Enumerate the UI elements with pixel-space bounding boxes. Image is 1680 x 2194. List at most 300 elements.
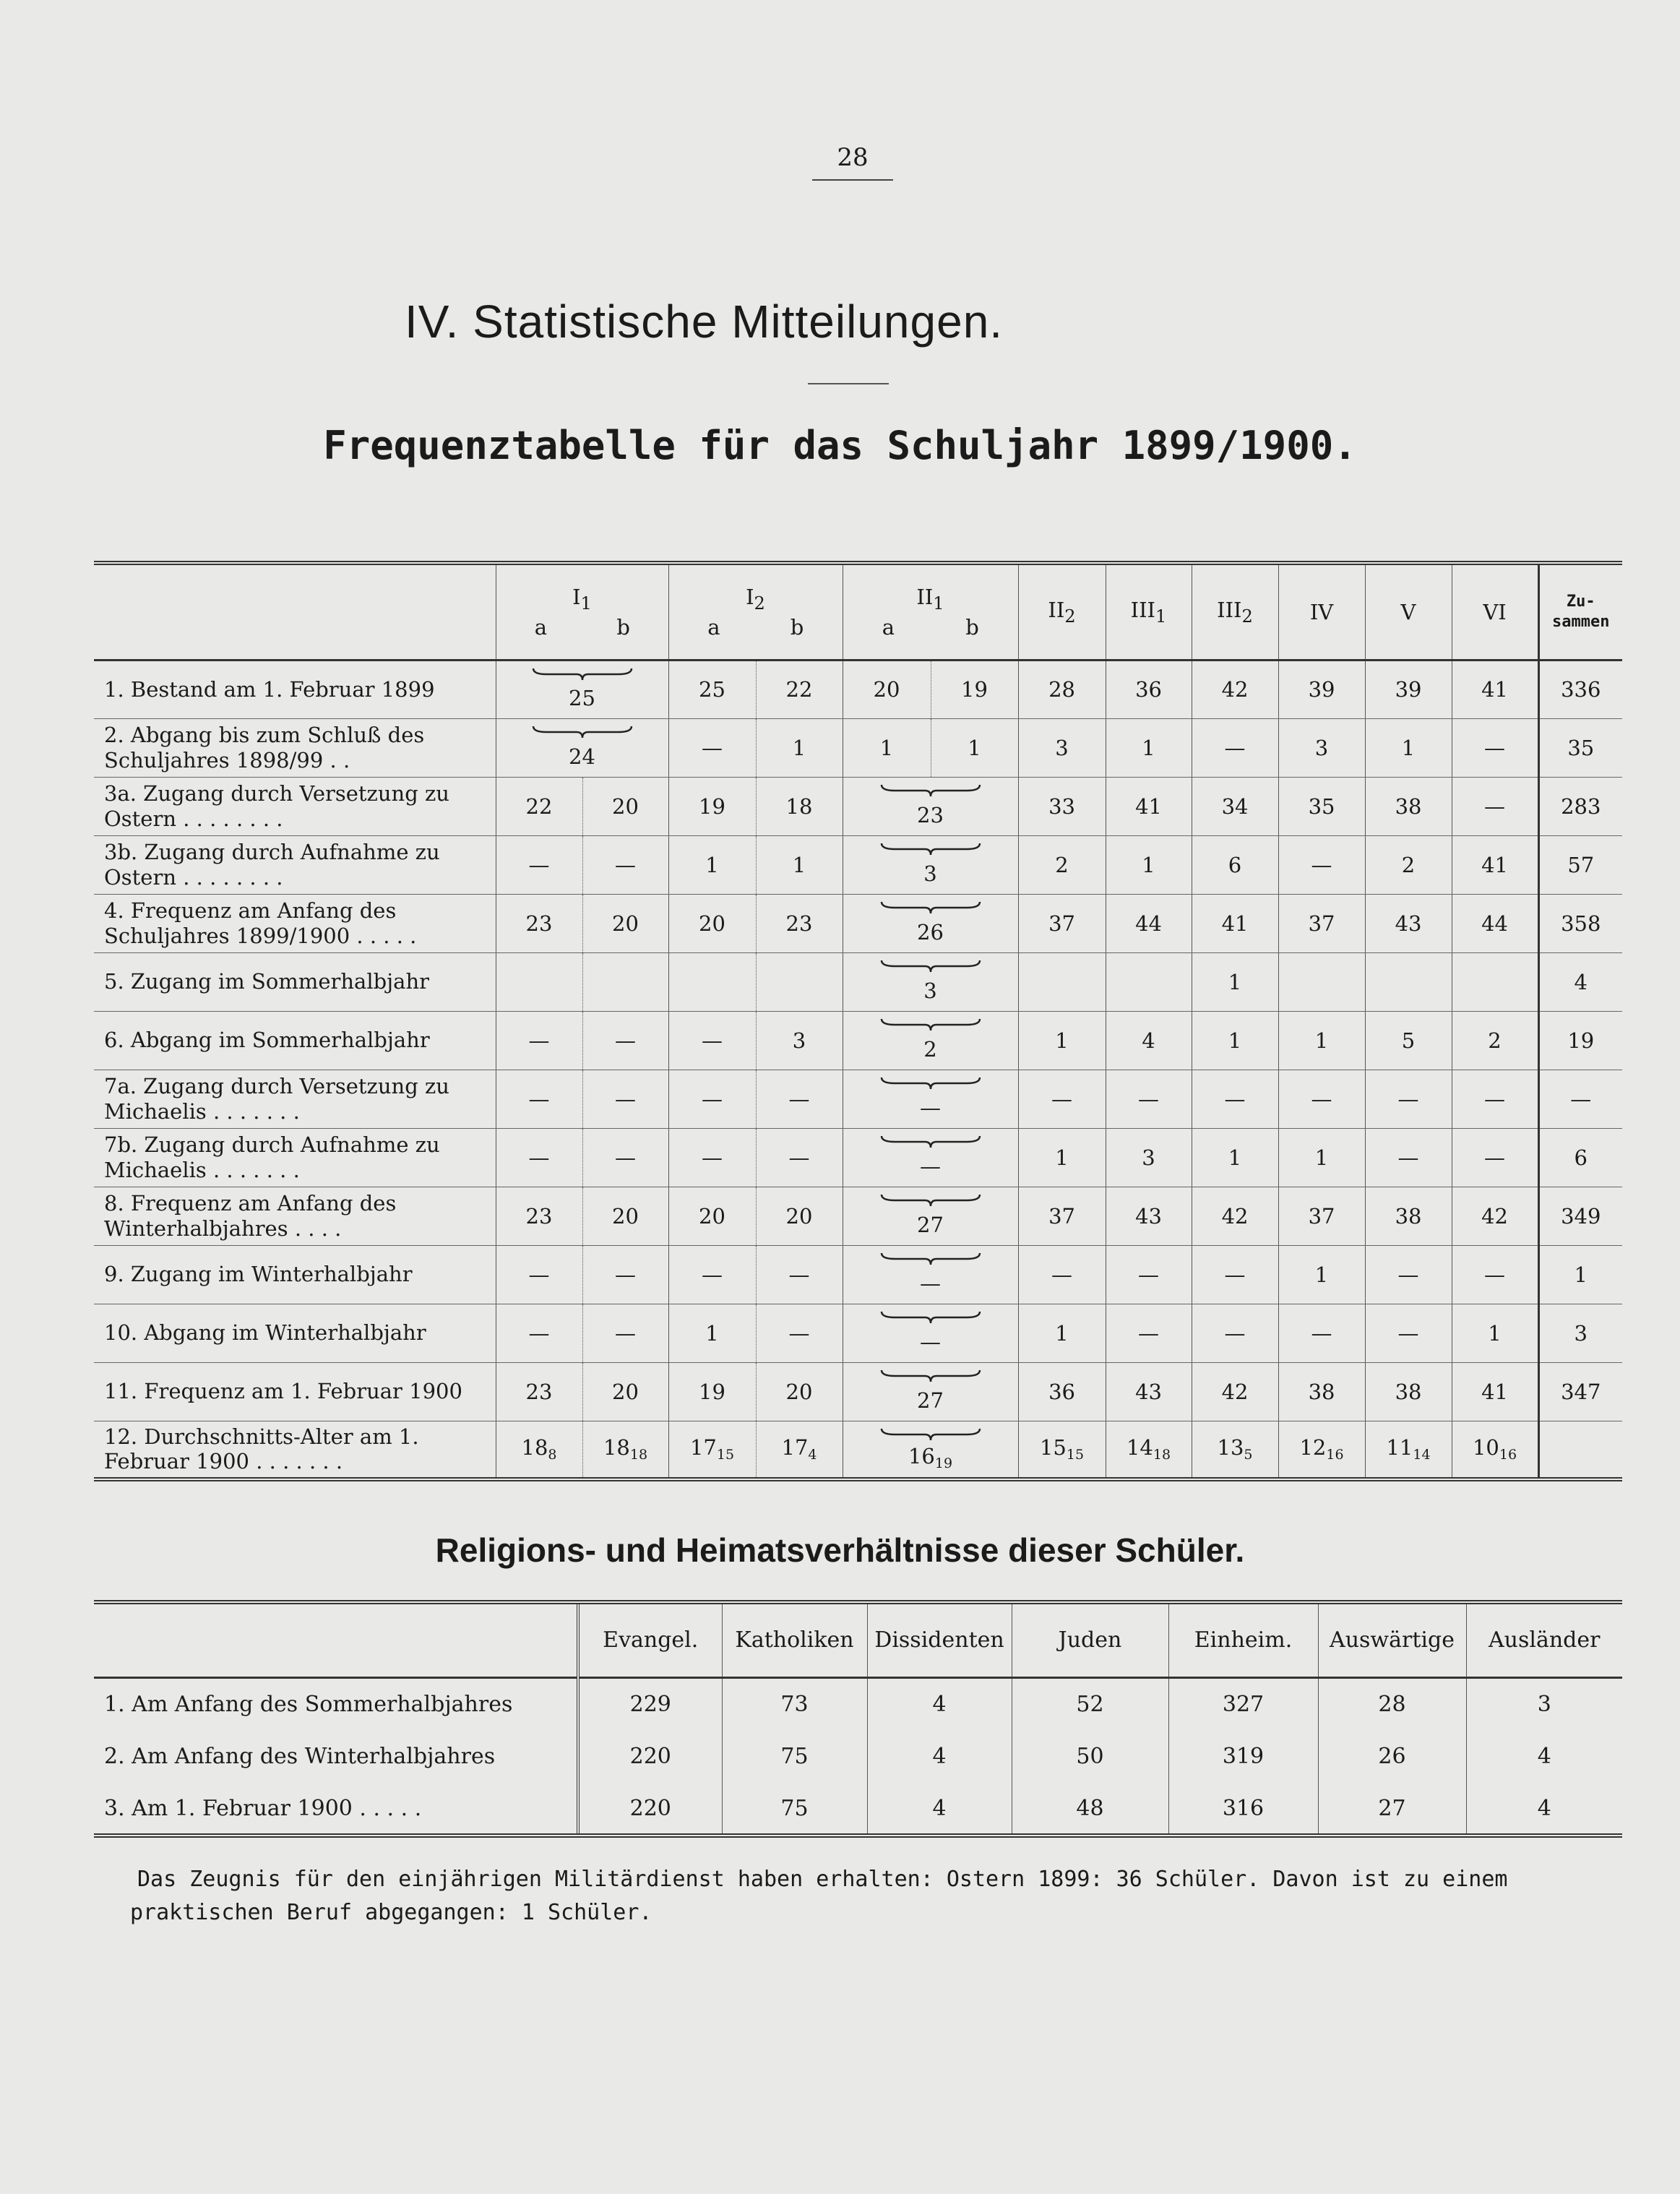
cell-value: 1 — [756, 718, 843, 777]
cell-value — [582, 1421, 668, 1479]
cell-value: 1 — [1018, 1128, 1106, 1187]
row-label: 8. Frequenz am Anfang des Winterhalbjahres . . . . — [94, 1187, 496, 1245]
table-row — [94, 1783, 1622, 1836]
class-header-iii1: $III_1$ — [1106, 563, 1192, 660]
merge-brace — [880, 958, 981, 973]
cell-value — [1278, 952, 1365, 1011]
cell-value: — — [1452, 777, 1538, 835]
cell-value: — — [1278, 835, 1365, 894]
class-header-vi: VI — [1452, 563, 1538, 660]
cell-value: 26 — [917, 919, 944, 945]
merged-cell — [496, 660, 668, 718]
title-rule — [808, 383, 889, 384]
merged-cell — [843, 1070, 1018, 1128]
table-row — [94, 952, 1622, 1011]
cell-value: 20 — [582, 777, 668, 835]
cell-value: 23 — [496, 894, 582, 952]
cell-value: 20 — [582, 1362, 668, 1421]
merged-cell — [843, 1362, 1018, 1421]
row-label: 11. Frequenz am 1. Februar 1900 — [94, 1362, 496, 1421]
cell-value: — — [496, 1011, 582, 1070]
row-total — [1538, 1421, 1622, 1479]
cell-value: 319 — [1168, 1730, 1318, 1783]
footnote-line-2: praktischen Beruf abgegangen: 1 Schüler. — [130, 1900, 652, 1925]
age-fraction: 4 — [808, 1447, 817, 1463]
age-years: 13 — [1217, 1435, 1244, 1460]
cell-value: 28 — [1018, 660, 1106, 718]
cell-value: 1 — [756, 835, 843, 894]
merged-cell — [843, 1128, 1018, 1187]
cell-value: 229 — [578, 1677, 722, 1730]
cell-value: 27 — [917, 1388, 944, 1413]
table-row — [94, 894, 1622, 952]
cell-value: 24 — [569, 744, 595, 769]
cell-value: — — [756, 1070, 843, 1128]
cell-value: — — [1452, 718, 1538, 777]
age-years: 14 — [1126, 1435, 1153, 1460]
row-label: 2. Abgang bis zum Schluß des Schuljahres 1898/99 . . — [94, 718, 496, 777]
cell-value: — — [1365, 1245, 1452, 1304]
cell-value: 41 — [1452, 660, 1538, 718]
cell-value: 19 — [931, 660, 1018, 718]
merge-brace — [880, 840, 981, 856]
class-header-v: V — [1365, 563, 1452, 660]
subclass-b: b — [790, 614, 804, 640]
cell-value: — — [920, 1270, 941, 1296]
cell-value: 18 — [756, 777, 843, 835]
age-fraction: 14 — [1413, 1447, 1431, 1463]
cell-value: 3 — [1106, 1128, 1192, 1187]
cell-value: 316 — [1168, 1783, 1318, 1836]
cell-value: — — [1192, 718, 1278, 777]
cell-value: — — [668, 1245, 756, 1304]
subclass-b: b — [616, 614, 630, 640]
cell-value: — — [668, 1128, 756, 1187]
cell-value: — — [1365, 1128, 1452, 1187]
cell-value: — — [496, 835, 582, 894]
merged-cell — [843, 1304, 1018, 1362]
cell-value: 19 — [668, 1362, 756, 1421]
cell-value: — — [1278, 1304, 1365, 1362]
merged-cell — [843, 777, 1018, 835]
cell-value: — — [582, 1304, 668, 1362]
cell-value: 38 — [1365, 777, 1452, 835]
row-total: — — [1538, 1070, 1622, 1128]
cell-value: 35 — [1278, 777, 1365, 835]
merge-brace — [880, 1192, 981, 1208]
cell-value: — — [1192, 1245, 1278, 1304]
cell-value — [756, 952, 843, 1011]
cell-value: 1 — [1192, 1011, 1278, 1070]
cell-value: 20 — [582, 894, 668, 952]
cell-value — [1365, 952, 1452, 1011]
cell-value: — — [582, 1011, 668, 1070]
table-row — [94, 1245, 1622, 1304]
cell-value: — — [496, 1304, 582, 1362]
religion-label-header — [94, 1602, 578, 1677]
cell-value: — — [668, 1011, 756, 1070]
age-years: 15 — [1039, 1435, 1067, 1460]
table-row — [94, 1730, 1622, 1783]
cell-value: 220 — [578, 1730, 722, 1783]
cell-value: — — [1365, 1070, 1452, 1128]
class-header-iii2: $III_2$ — [1192, 563, 1278, 660]
cell-value: — — [1018, 1070, 1106, 1128]
cell-value: 23 — [496, 1362, 582, 1421]
cell-value: 36 — [1106, 660, 1192, 718]
age-years: 16 — [908, 1444, 935, 1469]
row-label: 3b. Zugang durch Aufnahme zu Ostern . . . . . . . . — [94, 835, 496, 894]
cell-value: 3 — [756, 1011, 843, 1070]
cell-value: 220 — [578, 1783, 722, 1836]
row-total: 358 — [1538, 894, 1622, 952]
cell-value: 1 — [1365, 718, 1452, 777]
merge-brace — [880, 1309, 981, 1325]
cell-value: — — [582, 1245, 668, 1304]
cell-value: 25 — [569, 686, 595, 710]
merge-brace — [880, 1016, 981, 1032]
row-total: 19 — [1538, 1011, 1622, 1070]
row-label: 7b. Zugang durch Aufnahme zu Michaelis . . . . . . . — [94, 1128, 496, 1187]
age-fraction: 15 — [716, 1447, 735, 1463]
cell-value — [1365, 1421, 1452, 1479]
merged-cell — [843, 952, 1018, 1011]
cell-value: 1 — [1278, 1011, 1365, 1070]
row-total: 283 — [1538, 777, 1622, 835]
age-fraction: 5 — [1244, 1447, 1253, 1463]
cell-value — [908, 1444, 952, 1471]
cell-value: 75 — [722, 1730, 867, 1783]
cell-value: 4 — [1466, 1783, 1622, 1836]
cell-value — [582, 952, 668, 1011]
row-label: 5. Zugang im Sommerhalbjahr — [94, 952, 496, 1011]
row-label: 9. Zugang im Winterhalbjahr — [94, 1245, 496, 1304]
cell-value: — — [920, 1095, 941, 1120]
cell-value: 1 — [668, 1304, 756, 1362]
merged-cell — [843, 1011, 1018, 1070]
merged-cell — [843, 1187, 1018, 1245]
religion-header: Dissidenten — [867, 1602, 1012, 1677]
cell-value: 23 — [756, 894, 843, 952]
cell-value: 37 — [1018, 1187, 1106, 1245]
cell-value: 1 — [843, 718, 931, 777]
cell-value: — — [1452, 1128, 1538, 1187]
religion-header: Auswärtige — [1318, 1602, 1466, 1677]
cell-value: 20 — [582, 1187, 668, 1245]
subclass-b: b — [965, 614, 979, 640]
cell-value: 1 — [1278, 1128, 1365, 1187]
cell-value: 5 — [1365, 1011, 1452, 1070]
merge-brace — [880, 1075, 981, 1090]
frequency-table — [94, 561, 1622, 1481]
cell-value: 4 — [867, 1730, 1012, 1783]
age-fraction: 8 — [548, 1447, 557, 1463]
merge-brace — [532, 666, 633, 681]
cell-value — [1018, 952, 1106, 1011]
merge-brace — [880, 782, 981, 798]
merge-brace — [880, 1133, 981, 1149]
cell-value: 44 — [1106, 894, 1192, 952]
cell-value: 327 — [1168, 1677, 1318, 1730]
cell-value: 6 — [1192, 835, 1278, 894]
merge-brace — [880, 1250, 981, 1266]
frequency-table-title: Frequenztabelle für das Schuljahr 1899/1900. — [323, 423, 1357, 468]
merged-cell — [843, 1421, 1018, 1479]
row-total: 347 — [1538, 1362, 1622, 1421]
row-total: 3 — [1538, 1304, 1622, 1362]
cell-value: 3 — [1278, 718, 1365, 777]
merge-brace — [880, 1367, 981, 1383]
row-total: 336 — [1538, 660, 1622, 718]
cell-value: 41 — [1192, 894, 1278, 952]
cell-value: — — [1365, 1304, 1452, 1362]
cell-value: 33 — [1018, 777, 1106, 835]
cell-value: 20 — [668, 1187, 756, 1245]
age-years: 10 — [1472, 1435, 1499, 1460]
cell-value: 2 — [1018, 835, 1106, 894]
row-total: 4 — [1538, 952, 1622, 1011]
age-years: 17 — [781, 1435, 809, 1460]
age-years: 12 — [1299, 1435, 1327, 1460]
row-label: 7a. Zugang durch Versetzung zu Michaelis . . . . . . . — [94, 1070, 496, 1128]
cell-value — [1452, 952, 1538, 1011]
cell-value: 28 — [1318, 1677, 1466, 1730]
cell-value: 3 — [923, 978, 937, 1003]
class-header-i2: $I_2$ a b — [668, 563, 843, 660]
cell-value: — — [582, 1070, 668, 1128]
cell-value: 4 — [867, 1783, 1012, 1836]
cell-value: 20 — [756, 1362, 843, 1421]
table-row — [94, 1304, 1622, 1362]
cell-value: 22 — [756, 660, 843, 718]
row-total: 1 — [1538, 1245, 1622, 1304]
cell-value: 38 — [1365, 1362, 1452, 1421]
merged-cell — [496, 718, 668, 777]
table-row — [94, 835, 1622, 894]
cell-value: 27 — [1318, 1783, 1466, 1836]
subclass-a: a — [707, 614, 720, 640]
merged-cell — [843, 894, 1018, 952]
cell-value: — — [1192, 1304, 1278, 1362]
cell-value: — — [756, 1128, 843, 1187]
page-number: 28 — [837, 143, 869, 172]
religion-table-title: Religions- und Heimatsverhältnisse dieser Schüler. — [435, 1531, 1245, 1569]
age-years: 18 — [603, 1435, 630, 1460]
cell-value: 4 — [1466, 1730, 1622, 1783]
footnote-line-1: Das Zeugnis für den einjährigen Militärdienst haben erhalten: Ostern 1899: 36 Schüler. Davon ist zu einem — [137, 1867, 1508, 1892]
cell-value: 1 — [1106, 718, 1192, 777]
row-total: 349 — [1538, 1187, 1622, 1245]
cell-value — [1278, 1421, 1365, 1479]
class-header-ii2: $II_2$ — [1018, 563, 1106, 660]
table-row — [94, 660, 1622, 718]
cell-value: 27 — [917, 1212, 944, 1237]
subclass-a: a — [882, 614, 895, 640]
class-header-iv: IV — [1278, 563, 1365, 660]
age-fraction: 19 — [934, 1455, 953, 1472]
cell-value — [1106, 952, 1192, 1011]
row-label-header — [94, 563, 496, 660]
cell-value: 3 — [1466, 1677, 1622, 1730]
row-label: 12. Durchschnitts-Alter am 1. Februar 1900 . . . . . . . — [94, 1421, 496, 1479]
cell-value: — — [1452, 1245, 1538, 1304]
cell-value: — — [1018, 1245, 1106, 1304]
cell-value: 42 — [1192, 660, 1278, 718]
cell-value: 37 — [1278, 894, 1365, 952]
cell-value: 1 — [1018, 1011, 1106, 1070]
cell-value: — — [496, 1245, 582, 1304]
cell-value: 34 — [1192, 777, 1278, 835]
cell-value: — — [582, 1128, 668, 1187]
age-years: 18 — [521, 1435, 548, 1460]
merged-cell — [843, 1245, 1018, 1304]
cell-value: 2 — [923, 1036, 937, 1062]
cell-value: 3 — [1018, 718, 1106, 777]
cell-value: 42 — [1192, 1187, 1278, 1245]
cell-value: 1 — [1278, 1245, 1365, 1304]
cell-value: 52 — [1012, 1677, 1168, 1730]
merge-brace — [532, 723, 633, 739]
age-fraction: 15 — [1066, 1447, 1085, 1463]
cell-value: 44 — [1452, 894, 1538, 952]
religion-header: Juden — [1012, 1602, 1168, 1677]
cell-value — [1192, 1421, 1278, 1479]
cell-value: — — [1106, 1245, 1192, 1304]
cell-value: — — [496, 1128, 582, 1187]
cell-value — [668, 1421, 756, 1479]
footnote — [130, 1863, 1590, 1930]
age-fraction: 16 — [1499, 1447, 1517, 1463]
table-row — [94, 1011, 1622, 1070]
cell-value: 37 — [1018, 894, 1106, 952]
cell-value: — — [1106, 1304, 1192, 1362]
cell-value: 3 — [923, 861, 937, 886]
row-total: 57 — [1538, 835, 1622, 894]
cell-value: — — [756, 1245, 843, 1304]
row-label: 1. Am Anfang des Sommerhalbjahres — [104, 1691, 513, 1717]
total-header: Zu-sammen — [1538, 563, 1622, 660]
table-row — [94, 1362, 1622, 1421]
cell-value: 43 — [1106, 1362, 1192, 1421]
cell-value — [756, 1421, 843, 1479]
section-title: IV. Statistische Mitteilungen. — [405, 296, 1004, 348]
cell-value: 4 — [1106, 1011, 1192, 1070]
cell-value: 1 — [931, 718, 1018, 777]
age-years: 17 — [689, 1435, 717, 1460]
cell-value: 2 — [1365, 835, 1452, 894]
cell-value: 43 — [1365, 894, 1452, 952]
religion-header: Ausländer — [1466, 1602, 1622, 1677]
row-label: 3. Am 1. Februar 1900 . . . . . — [104, 1795, 422, 1821]
cell-value: 50 — [1012, 1730, 1168, 1783]
cell-value: 42 — [1192, 1362, 1278, 1421]
age-fraction: 16 — [1326, 1447, 1344, 1463]
cell-value: 41 — [1452, 835, 1538, 894]
cell-value: 4 — [867, 1677, 1012, 1730]
table-row — [94, 718, 1622, 777]
table-row — [94, 1070, 1622, 1128]
cell-value: — — [582, 835, 668, 894]
row-label: 6. Abgang im Sommerhalbjahr — [94, 1011, 496, 1070]
cell-value: 26 — [1318, 1730, 1466, 1783]
cell-value: 48 — [1012, 1783, 1168, 1836]
cell-value: — — [756, 1304, 843, 1362]
merge-brace — [880, 899, 981, 915]
cell-value: 38 — [1278, 1362, 1365, 1421]
cell-value: — — [496, 1070, 582, 1128]
cell-value: 25 — [668, 660, 756, 718]
row-total: 35 — [1538, 718, 1622, 777]
cell-value: 23 — [496, 1187, 582, 1245]
cell-value: 39 — [1278, 660, 1365, 718]
cell-value: 75 — [722, 1783, 867, 1836]
cell-value: 38 — [1365, 1187, 1452, 1245]
cell-value — [496, 1421, 582, 1479]
cell-value: — — [920, 1329, 941, 1354]
cell-value: 41 — [1106, 777, 1192, 835]
cell-value: 20 — [668, 894, 756, 952]
row-label: 10. Abgang im Winterhalbjahr — [94, 1304, 496, 1362]
cell-value: 23 — [917, 802, 944, 827]
cell-value: — — [668, 718, 756, 777]
cell-value: 22 — [496, 777, 582, 835]
table-row — [94, 1187, 1622, 1245]
cell-value — [496, 952, 582, 1011]
cell-value: 41 — [1452, 1362, 1538, 1421]
cell-value: 42 — [1452, 1187, 1538, 1245]
cell-value: 43 — [1106, 1187, 1192, 1245]
row-total: 6 — [1538, 1128, 1622, 1187]
subclass-a: a — [534, 614, 548, 640]
row-label: 2. Am Anfang des Winterhalbjahres — [104, 1744, 496, 1769]
cell-value — [1018, 1421, 1106, 1479]
cell-value: 1 — [1018, 1304, 1106, 1362]
table-row — [94, 1677, 1622, 1730]
cell-value: 39 — [1365, 660, 1452, 718]
row-label: 1. Bestand am 1. Februar 1899 — [94, 660, 496, 718]
age-years: 11 — [1386, 1435, 1413, 1460]
cell-value: 20 — [756, 1187, 843, 1245]
cell-value: 36 — [1018, 1362, 1106, 1421]
cell-value: — — [1106, 1070, 1192, 1128]
table-row — [94, 1128, 1622, 1187]
cell-value: — — [1278, 1070, 1365, 1128]
cell-value: 73 — [722, 1677, 867, 1730]
page-number-rule — [812, 179, 893, 181]
cell-value: — — [920, 1153, 941, 1179]
cell-value: 1 — [668, 835, 756, 894]
class-header-ii1: $II_1$ a b — [843, 563, 1018, 660]
cell-value: — — [1192, 1070, 1278, 1128]
religion-header: Evangel. — [578, 1602, 722, 1677]
cell-value — [1106, 1421, 1192, 1479]
cell-value: — — [1452, 1070, 1538, 1128]
religion-table — [94, 1600, 1622, 1838]
cell-value — [668, 952, 756, 1011]
cell-value: 20 — [843, 660, 931, 718]
religion-header: Einheim. — [1168, 1602, 1318, 1677]
table-row — [94, 1421, 1622, 1479]
class-header-i1: $I_1$ a b — [496, 563, 668, 660]
cell-value: 1 — [1192, 952, 1278, 1011]
row-label: 3a. Zugang durch Versetzung zu Ostern . . . . . . . . — [94, 777, 496, 835]
cell-value: — — [668, 1070, 756, 1128]
cell-value: 1 — [1106, 835, 1192, 894]
cell-value: 2 — [1452, 1011, 1538, 1070]
age-fraction: 18 — [629, 1447, 648, 1463]
merged-cell — [843, 835, 1018, 894]
cell-value: 37 — [1278, 1187, 1365, 1245]
